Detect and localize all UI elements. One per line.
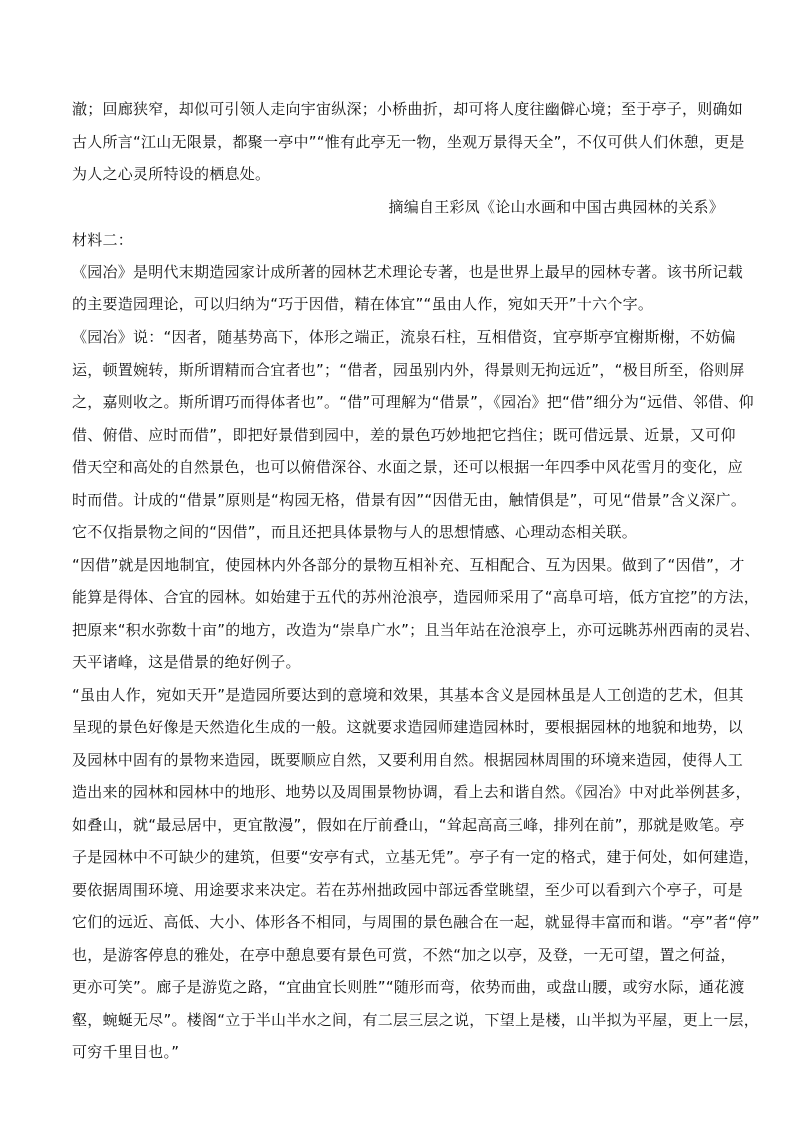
text-line: 及园林中固有的景物来造园，既要顺应自然，又要利用自然。根据园林周围的环境来造园，使得人工: [72, 751, 744, 769]
text-line: 壑，蜿蜒无尽”。楼阁“立于半山半水之间，有二层三层之说，下望上是楼，山半拟为平屋，更上一层，: [72, 1011, 760, 1029]
text-line: 也，是游客停息的雅处，在亭中憩息要有景色可赏，不然“加之以亭，及登，一无可望，置之何益，: [72, 946, 736, 964]
text-line: 运，顿置婉转，斯所谓精而合宜者也”；“借者，园虽别内外，得景则无拘远近”，“极目所至，俗则屏: [72, 361, 745, 379]
text-line: 如叠山，就“最忌居中，更宜散漫”，假如在厅前叠山，“耸起高高三峰，排列在前”，那就是败笔。亭: [72, 816, 745, 834]
text-line: 子是园林中不可缺少的建筑，但要“安亭有式，立基无凭”。亭子有一定的格式，建于何处，如何建造，: [72, 848, 760, 866]
text-line: 澈；回廊狭窄，却似可引领人走向宇宙纵深；小桥曲折，却可将人度往幽僻心境；至于亭子，则确如: [72, 100, 744, 118]
text-line: 能算是得体、合宜的园林。如始建于五代的苏州沧浪亭，造园师采用了“高阜可培，低方宜挖”的方法，: [72, 588, 760, 606]
section-heading: 材料二：: [72, 231, 134, 249]
text-line: 为人之心灵所特设的栖息处。: [72, 165, 271, 183]
text-line: 把原来“积水弥数十亩”的地方，改造为“崇阜广水”；且当年站在沧浪亭上，亦可远眺苏州西南的灵岩、: [72, 621, 760, 639]
text-line: 之，嘉则收之。斯所谓巧而得体者也”。“借”可理解为“借景”，《园冶》把“借”细分为“远借、邻借、仰: [72, 393, 754, 411]
text-line: 要依据周围环境、用途要求来决定。若在苏州拙政园中部远香堂眺望，至少可以看到六个亭子，可是: [72, 881, 744, 899]
text-line: 借天空和高处的自然景色，也可以俯借深谷、水面之景，还可以根据一年四季中风花雪月的变化，应: [72, 458, 744, 476]
text-line: 《园冶》是明代末期造园家计成所著的园林艺术理论专著，也是世界上最早的园林专著。该书所记载: [72, 263, 744, 281]
text-line: 可穷千里目也。”: [72, 1043, 180, 1061]
source-citation: 摘编自王彩凤《论山水画和中国古典园林的关系》: [388, 198, 724, 216]
text-line: 更亦可笑”。廊子是游览之路，“宜曲宜长则胜”“随形而弯，依势而曲，或盘山腰，或穷水际，通花渡: [72, 978, 745, 996]
text-line: “因借”就是因地制宜，使园林内外各部分的景物互相补充、互相配合、互为因果。做到了“因借”，才: [72, 556, 745, 574]
text-line: 借、俯借、应时而借”，即把好景借到园中，差的景色巧妙地把它挡住；既可借远景、近景，又可仰: [72, 426, 736, 444]
text-line: 造出来的园林和园林中的地形、地势以及周围景物协调，看上去和谐自然。《园冶》中对此举例甚多，: [72, 783, 751, 801]
text-line: 时而借。计成的“借景”原则是“构园无格，借景有因”“因借无由，触情俱是”，可见“借景”含义深广。: [72, 491, 747, 509]
text-line: 呈现的景色好像是天然造化生成的一般。这就要求造园师建造园林时，要根据园林的地貌和地势，以: [72, 718, 744, 736]
text-line: 古人所言“江山无限景，都聚一亭中”“惟有此亭无一物，坐观万景得天全”，不仅可供人们休憩，更是: [72, 133, 745, 151]
text-line: 天平诸峰，这是借景的绝好例子。: [72, 653, 301, 671]
text-line: 它们的远近、高低、大小、体形各不相同，与周围的景色融合在一起，就显得丰富而和谐。“亭”者“停”: [72, 913, 760, 931]
text-line: 它不仅指景物之间的“因借”，而且还把具体景物与人的思想情感、心理动态相关联。: [72, 523, 638, 541]
text-line: 《园冶》说：“因者，随基势高下，体形之端正，流泉石柱，互相借资，宜亭斯亭宜榭斯榭，不妨偏: [72, 328, 736, 346]
text-line: 的主要造园理论，可以归纳为“巧于因借，精在体宜”“虽由人作，宛如天开”十六个字。: [72, 295, 654, 313]
text-line: “虽由人作，宛如天开”是造园所要达到的意境和效果，其基本含义是园林虽是人工创造的艺术，但其: [72, 686, 744, 704]
